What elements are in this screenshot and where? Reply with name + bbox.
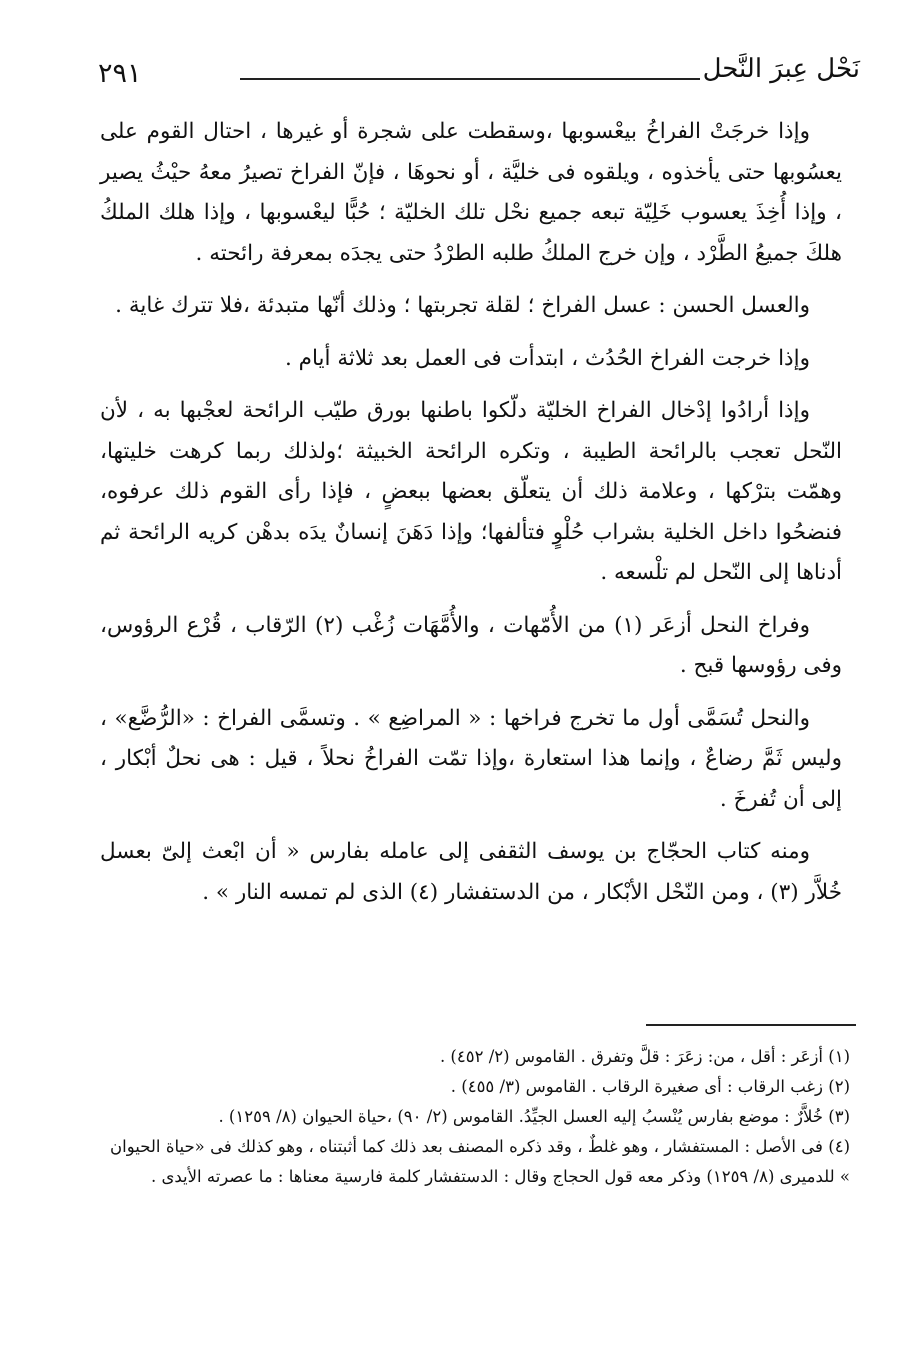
paragraph: ومنه كتاب الحجّاج بن يوسف الثقفى إلى عامله بفارس « أن ابْعث إلىّ بعسل خُلاَّر (٣) ، ومن النّحْل الأبْكار ، من الدستفشار (٤) الذى لم تمسه النار » .	[100, 839, 842, 905]
page-header	[90, 44, 860, 104]
paragraph: وإذا خرجَتْ الفراخُ بيعْسوبها ،وسقطت على شجرة أو غيرها ، احتال القوم على يعسُوبها حتى يأخذوه ، ويلقوه فى خليَّة ، أو نحوهَا ، فإنّ الفراخ تصيرُ معهُ حيْثُ يصير ، وإذا أُخِذَ يعسوب خَلِيّة تبعه جميع نحْل تلك الخليّة ؛ حُبًّا ليعْسوبها ، وإذا هلك الملكُ هلكَ جميعُ الطَّرْد ، وإن خرج الملكُ طلبه الطرْدُ حتى يجدَه بمعرفة رائحته .	[100, 119, 842, 266]
footnote: (٤) فى الأصل : المستفشار ، وهو غلطٌ ، وقد ذكره المصنف بعد ذلك كما أثبتناه ، وهو كذلك فى «حياة الحيوان » للدميرى (٨/ ١٢٥٩) وذكر معه قول الحجاج وقال : الدستفشار كلمة فارسية معناها : ما عصرته الأيدى .	[110, 1137, 850, 1186]
paragraph: وفراخ النحل أزعَر (١) من الأُمّهات ، والأُمَّهَات زُغْب (٢) الرّقاب ، قُرْع الرؤوس، وفى رؤوسها قبح .	[100, 612, 842, 678]
footnote-separator	[646, 1024, 856, 1026]
footnote: (٢) زغب الرقاب : أى صغيرة الرقاب . القاموس (٣/ ٤٥٥) .	[450, 1077, 850, 1096]
footnotes	[110, 1042, 850, 1192]
paragraph: وإذا أرادُوا إدْخال الفراخ الخليّة دلّكوا باطنها بورق طيّب الرائحة لعجْبها به ، لأن النّحل تعجب بالرائحة الطيبة ، وتكره الرائحة الخبيثة ؛ولذلك ربما كرهت خليتها، وهمّت بترْكها ، وعلامة ذلك أن يتعلّق بعضها ببعضٍ ، فإذا رأى القوم ذلك عرفوه، فنضحُوا داخل الخلية بشراب حُلْوٍ فتألفها؛ وإذا دَهَنَ إنسانٌ يدَه بدهْن كريه الرائحة ثم أدناها إلى النّحل لم تلْسعه .	[100, 398, 842, 585]
paragraph: والعسل الحسن : عسل الفراخ ؛ لقلة تجربتها ؛ وذلك أنّها متبدئة ،فلا تترك غاية .	[115, 293, 810, 318]
main-text	[100, 112, 842, 925]
footnote: (١) أزعَر : أقل ، من: زعَرَ : قلَّ وتفرق . القاموس (٢/ ٤٥٢) .	[439, 1047, 850, 1066]
header-rule	[240, 78, 700, 80]
paragraph: والنحل تُسَمَّى أول ما تخرج فراخها : « المراضِع » . وتسمَّى الفراخ : «الرُّضَّع» ، وليس ثَمَّ رضاعٌ ، وإنما هذا استعارة ،وإذا تمّت الفراخُ نحلاً ، قيل : هى نحلٌ أبْكار ، إلى أن تُفرخَ .	[100, 705, 842, 812]
footnote: (٣) خُلاَّرٌ : موضع بفارس يُنْسبُ إليه العسل الجيِّدُ. القاموس (٢/ ٩٠) ،حياة الحيوان (٨/ ١٢٥٩) .	[218, 1107, 850, 1126]
page-number: ٢٩١	[98, 58, 142, 89]
paragraph: وإذا خرجت الفراخ الحُدُث ، ابتدأت فى العمل بعد ثلاثة أيام .	[285, 345, 810, 371]
running-title: نَحْل عِبرَ النَّحل	[702, 54, 860, 84]
